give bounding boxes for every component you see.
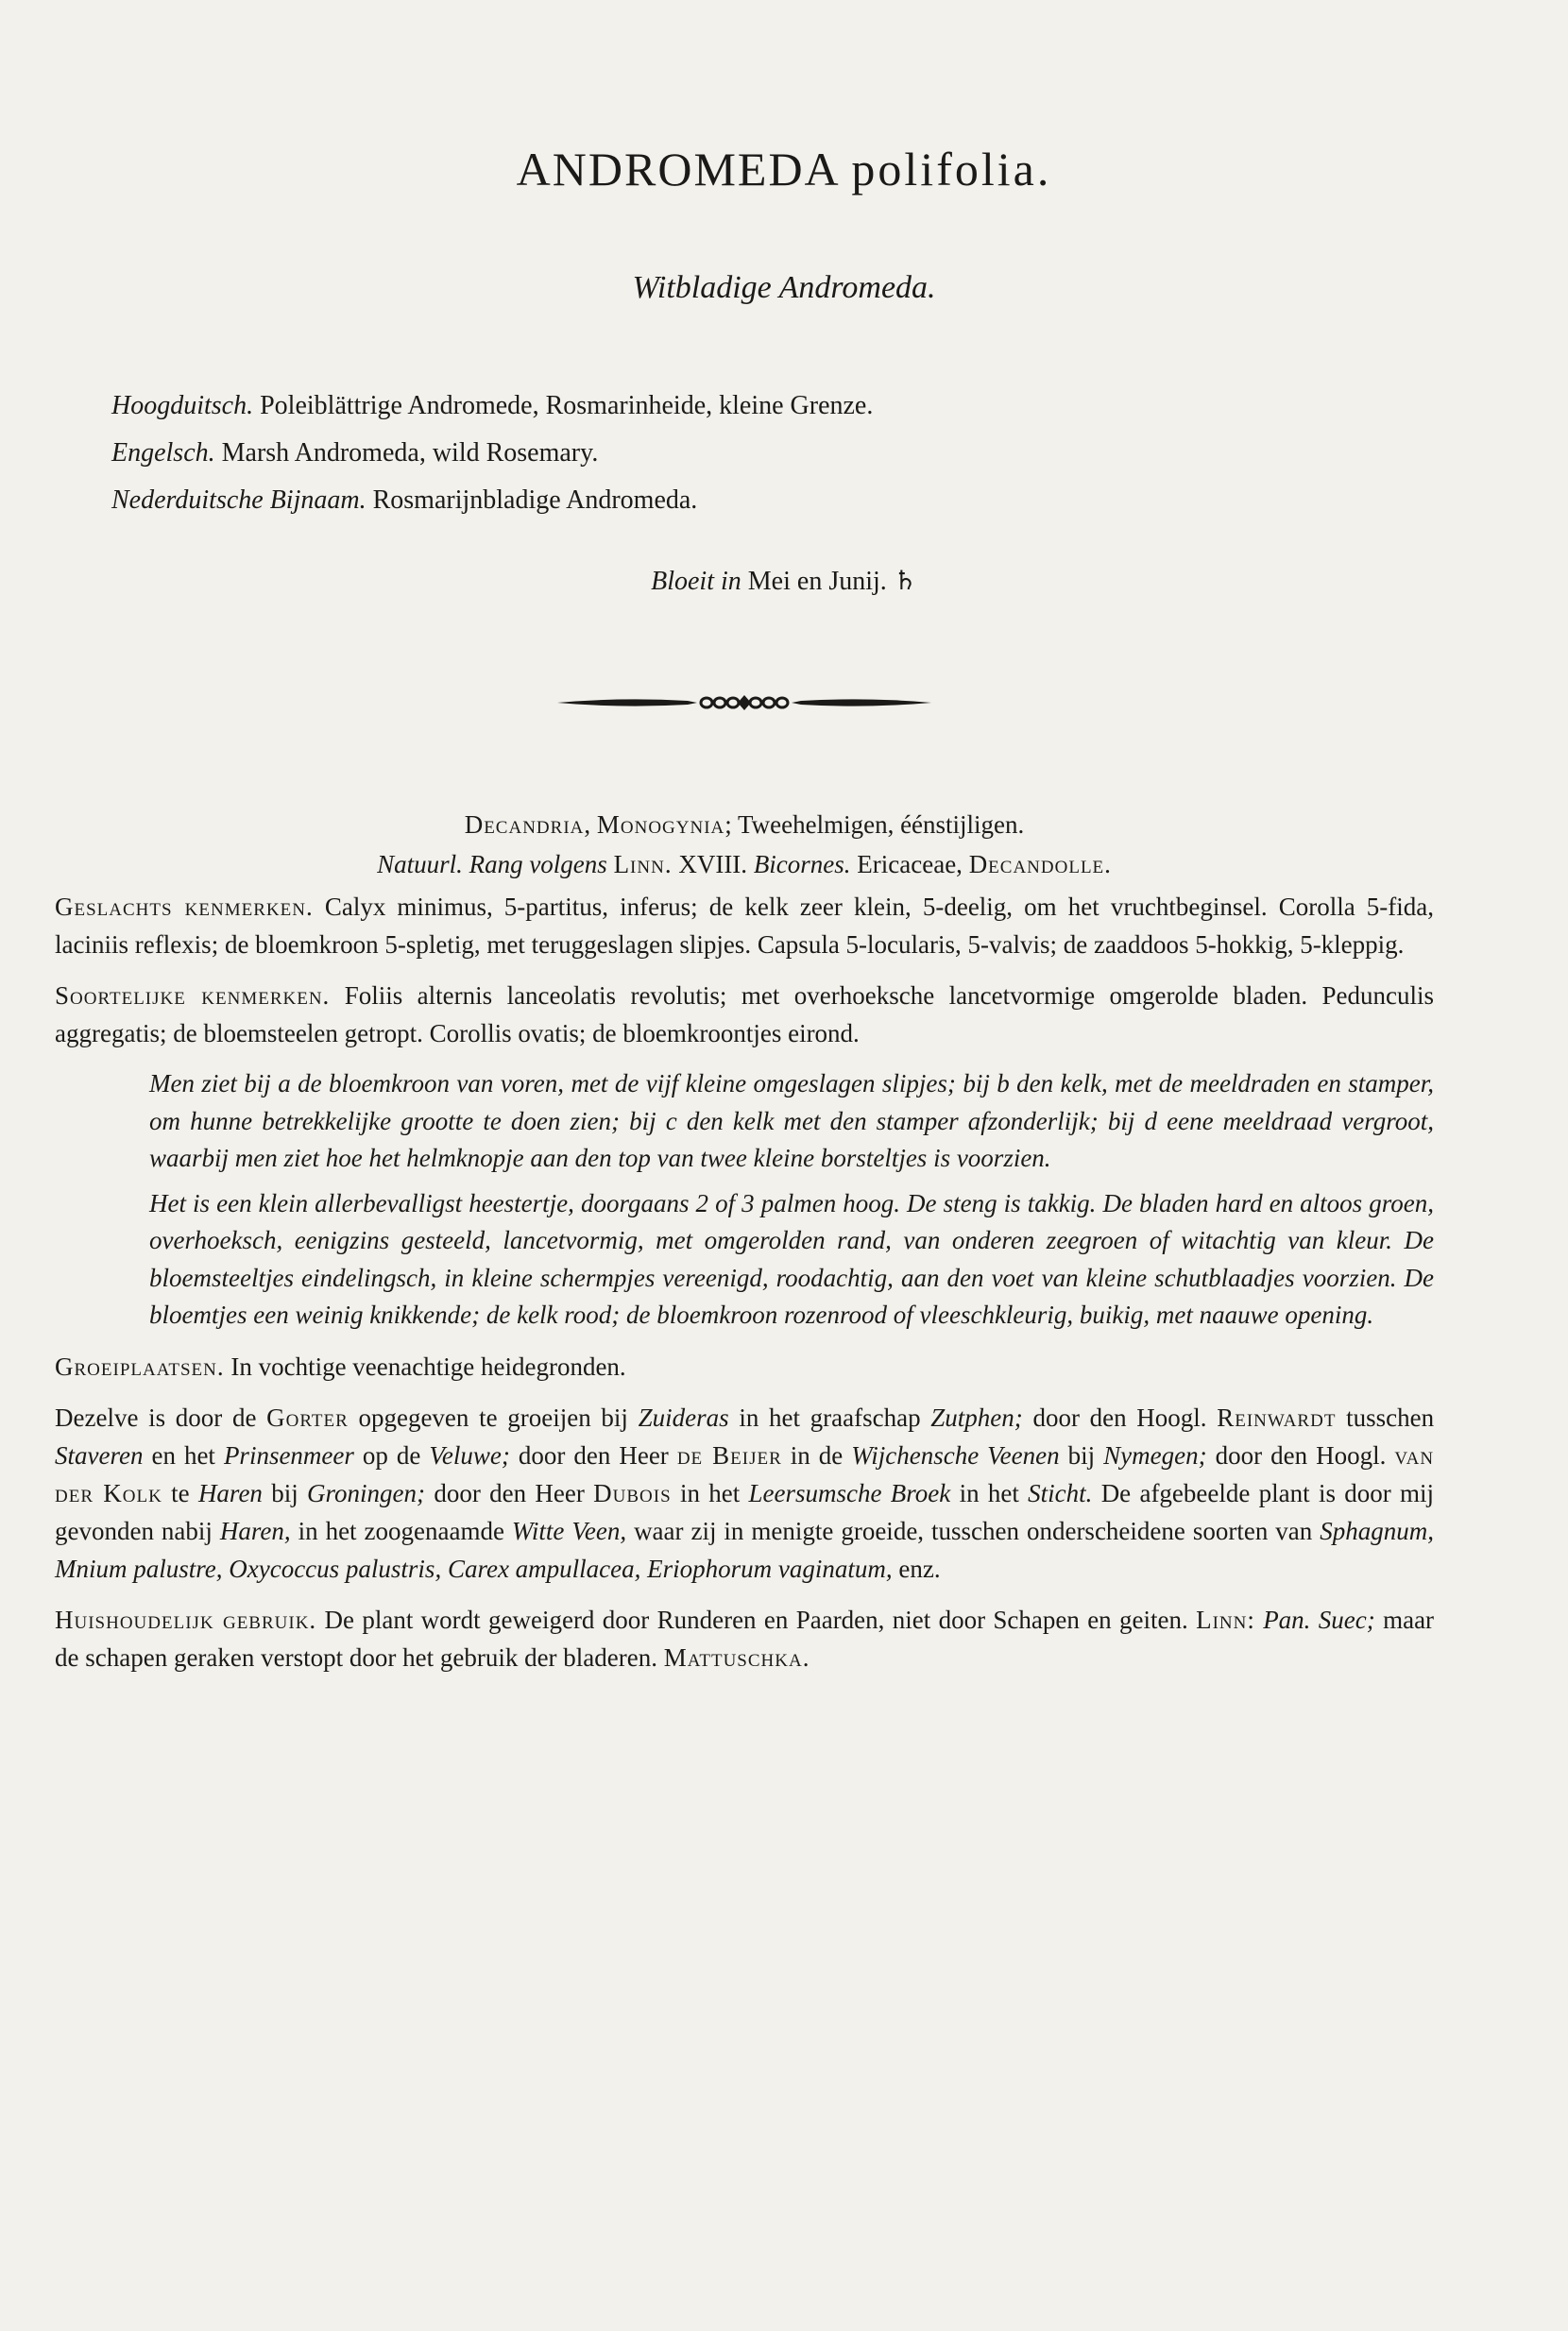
language-label: Engelsch. bbox=[111, 438, 215, 468]
main-text bbox=[55, 805, 1434, 1676]
place-name: Wijchensche Veenen bbox=[851, 1440, 1060, 1470]
text-run: enz. bbox=[898, 1554, 941, 1583]
dutch-common-name: Witbladige Andromeda. bbox=[632, 270, 936, 305]
person-name: van der Kolk bbox=[55, 1440, 1435, 1507]
name-text: Rosmarijnbladige Andromeda. bbox=[372, 485, 698, 515]
genus-characters bbox=[55, 888, 1434, 963]
author-linn: Linn: bbox=[1196, 1605, 1255, 1634]
section-text: Foliis alternis lanceolatis revolutis; met overhoeksche lancetvormige omgerolde bladen. Pedunculis aggregatis; de bloemsteelen getropt. Corollis ovatis; de bloemkroontjes eirond. bbox=[55, 981, 1434, 1047]
place-name: Veluwe; bbox=[429, 1440, 510, 1470]
person-name: Gorter bbox=[266, 1403, 349, 1432]
text-run: op de bbox=[362, 1440, 421, 1470]
text-run: tusschen bbox=[1346, 1403, 1435, 1432]
place-name: Zuideras bbox=[638, 1403, 729, 1432]
section-label: Huishoudelijk gebruik. bbox=[55, 1605, 317, 1634]
localities bbox=[55, 1399, 1434, 1588]
text-run: De plant wordt geweigerd door Runderen en Paarden, niet door Schapen en geiten. bbox=[324, 1605, 1188, 1634]
author-decandolle: Decandolle. bbox=[968, 850, 1112, 878]
place-name: Leersumsche Broek bbox=[748, 1478, 951, 1507]
text-run: in het bbox=[679, 1478, 741, 1507]
text-run: waar zij in menigte groeide, tusschen onderscheidene soorten van bbox=[634, 1516, 1313, 1545]
text-run: bij bbox=[271, 1478, 298, 1507]
place-name: Prinsenmeer bbox=[223, 1440, 354, 1470]
figure-explanation: Men ziet bij a de bloemkroon van voren, met de vijf kleine omgeslagen slipjes; bij b den kelk, met de meeldraden en stamper, om hunne betrekkelijke grootte te doen zien; bij c den kelk met den stamper afzonderlijk; bij d eene meeldraad vergroot, waarbij men ziet hoe het helmknopje aan den top van twee kleine borsteltjes is voorzien. bbox=[149, 1069, 1434, 1172]
name-row-english bbox=[111, 430, 1472, 477]
text-run: bij bbox=[1067, 1440, 1096, 1470]
text-run: te bbox=[171, 1478, 190, 1507]
place-name: Zutphen; bbox=[930, 1403, 1023, 1432]
author-mattuschka: Mattuschka. bbox=[663, 1642, 810, 1672]
class-dutch: ; Tweehelmigen, éénstijligen. bbox=[724, 810, 1025, 839]
language-label: Nederduitsche Bijnaam. bbox=[111, 485, 366, 515]
name-text: Marsh Andromeda, wild Rosemary. bbox=[221, 438, 599, 468]
separator: , bbox=[584, 810, 597, 839]
economic-use bbox=[55, 1601, 1434, 1676]
text-run: opgegeven te groeijen bij bbox=[358, 1403, 628, 1432]
text-run: De afgebeelde plant is door mij gevonden nabij bbox=[55, 1478, 1435, 1545]
page-title bbox=[0, 142, 1568, 196]
person-name: Reinwardt bbox=[1217, 1403, 1337, 1432]
text-run: door den Hoogl. bbox=[1215, 1440, 1387, 1470]
name-row-dutch bbox=[111, 477, 1472, 524]
bloom-months: Mei en Junij. ♄ bbox=[747, 567, 917, 596]
text-run: in het bbox=[959, 1478, 1019, 1507]
ornament-divider bbox=[555, 692, 933, 713]
linnaean-class: Decandria bbox=[464, 810, 585, 839]
text-run: in het zoogenaamde bbox=[298, 1516, 504, 1545]
place-name: Sticht. bbox=[1028, 1478, 1093, 1507]
rank-number: XVIII. bbox=[678, 850, 748, 878]
linnaean-order: Monogynia bbox=[596, 810, 725, 839]
name-row-german bbox=[111, 383, 1472, 430]
text-run: door den Heer bbox=[518, 1440, 669, 1470]
text-run: in het graafschap bbox=[739, 1403, 921, 1432]
place-name: Groningen; bbox=[307, 1478, 426, 1507]
plant-description: Het is een klein allerbevalligst heestertje, doorgaans 2 of 3 palmen hoog. De steng is takkig. De bladen hard en altoos groen, overhoeksch, eenigzins gesteeld, lancetvormig, met omgerolden rand, van onderen zeegroen of witachtig van kleur. De bloemsteeltjes eindelingsch, in kleine schermpjes vereenigd, roodachtig, aan den voet van kleine schutblaadjes voorzien. De bloemtjes een weinig knikkende; de kelk rood; de bloemkroon rozenrood of vleeschkleurig, buikig, met naauwe opening. bbox=[149, 1188, 1434, 1329]
section-text: In vochtige veenachtige heidegronden. bbox=[230, 1352, 626, 1381]
person-name: Dubois bbox=[593, 1478, 672, 1507]
genus-name: ANDROMEDA bbox=[516, 143, 838, 196]
text-run: door den Heer bbox=[434, 1478, 585, 1507]
name-text: Poleiblättrige Andromede, Rosmarinheide, kleine Grenze. bbox=[260, 391, 874, 420]
rank-name: Bicornes. bbox=[753, 850, 851, 878]
text-run: door den Hoogl. bbox=[1032, 1403, 1207, 1432]
species-characters bbox=[55, 977, 1434, 1052]
bloom-prefix: Bloeit in bbox=[651, 567, 741, 596]
species-name: polifolia. bbox=[851, 143, 1052, 196]
classification-line-1 bbox=[55, 805, 1434, 844]
place-name: Nymegen; bbox=[1103, 1440, 1207, 1470]
place-name: Witte Veen, bbox=[511, 1516, 627, 1545]
text-run: maar de schapen geraken verstopt door het gebruik der bladeren. bbox=[55, 1605, 1435, 1672]
section-text: Calyx minimus, 5-partitus, inferus; de kelk zeer klein, 5-deelig, om het vruchtbeginsel. Corolla 5-fida, laciniis reflexis; de bloemkroon 5-spletig, met teruggeslagen slipjes. Capsula 5-locularis, 5-valvis; de zaaddoos 5-hokkig, 5-kleppig. bbox=[55, 893, 1435, 959]
section-label: Groeiplaatsen. bbox=[55, 1352, 225, 1381]
text-run: in de bbox=[790, 1440, 844, 1470]
family-name: Ericaceae, bbox=[857, 850, 963, 878]
classification-line-2 bbox=[55, 844, 1434, 884]
language-label: Hoogduitsch. bbox=[111, 391, 254, 420]
place-name: Haren bbox=[197, 1478, 263, 1507]
work-title: Pan. Suec; bbox=[1263, 1605, 1375, 1634]
natural-rank-label: Natuurl. Rang volgens bbox=[377, 850, 607, 878]
section-label: Soortelijke kenmerken. bbox=[55, 981, 331, 1010]
text-run: en het bbox=[151, 1440, 215, 1470]
text-run: Dezelve is door de bbox=[55, 1403, 257, 1432]
vernacular-names bbox=[111, 383, 1472, 524]
place-name: Haren, bbox=[219, 1516, 291, 1545]
habitat bbox=[55, 1348, 1434, 1386]
person-name: de Beijer bbox=[676, 1440, 782, 1470]
place-name: Staveren bbox=[55, 1440, 144, 1470]
author-linn: Linn. bbox=[613, 850, 673, 878]
flowering-time bbox=[0, 565, 1568, 597]
section-label: Geslachts kenmerken. bbox=[55, 893, 314, 921]
species-list: Sphagnum, Mnium palustre, Oxycoccus palustris, Carex ampullacea, Eriophorum vaginatum, bbox=[55, 1516, 1434, 1583]
